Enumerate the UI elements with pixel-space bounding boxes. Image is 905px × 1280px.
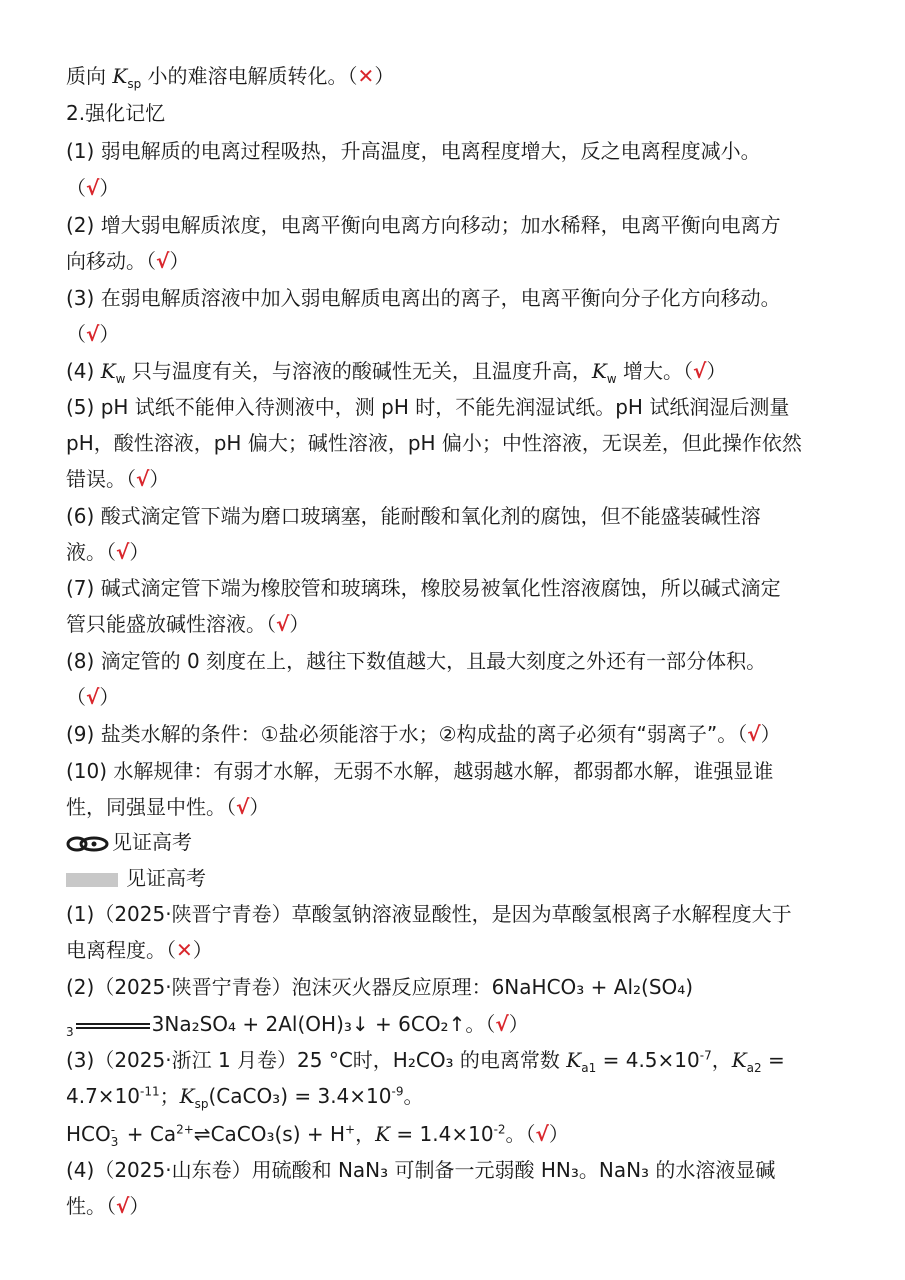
exam-q4-mark: 性。（√） (66, 1194, 150, 1218)
item-5-cont: pH，酸性溶液，pH 偏大；碱性溶液，pH 偏小；中性溶液，无误差，但此操作依然 (66, 431, 802, 455)
exam-q1: (1)（2025·陕晋宁青卷）草酸氢钠溶液显酸性，是因为草酸氢根离子水解程度大于 (66, 902, 792, 926)
equals-arrow (76, 1023, 150, 1029)
item-5-mark: 错误。（√） (66, 467, 170, 491)
exam-q3-equation: HCO - 3 + $Ca^{2+}\rightleftharpoons CaCO_3(s) + H^+$，$K = 1.4\times 10^{-2}$。（√） (66, 1122, 569, 1149)
cross-mark: ✕ (357, 64, 375, 88)
check-mark: √ (495, 1012, 509, 1036)
grey-bar-icon (66, 873, 118, 887)
item-9: (9) 盐类水解的条件：①盐必须能溶于水；②构成盐的离子必须有“弱离子”。（√） (66, 722, 781, 746)
section-title-2: 见证高考 (66, 864, 206, 892)
item-6: (6) 酸式滴定管下端为磨口玻璃塞，能耐酸和氧化剂的腐蚀，但不能盛装碱性溶 (66, 504, 761, 528)
check-mark: √ (276, 612, 290, 636)
item-8-mark: （√） (66, 685, 120, 709)
exam-q3: (3)（2025·浙江 1 月卷）25 °C时，H₂CO₃ 的电离常数 $K_{a1} = 4.5\times 10^{-7}$，$K_{a2}$ = (66, 1048, 785, 1075)
exam-q2: (2)（2025·陕晋宁青卷）泡沫灭火器反应原理：6NaHCO₃ + Al₂(SO₄) (66, 975, 694, 999)
item-10: (10) 水解规律：有弱才水解，无弱不水解，越弱越水解，都弱都水解，谁强显谁 (66, 759, 774, 783)
exam-q3-cont: $4.7\times 10^{-11}$；$K_{sp}(CaCO_3) = 3.4\times 10^{-9}$。 (66, 1084, 424, 1111)
section-title-1: 见证高考 (66, 828, 192, 856)
check-mark: √ (86, 322, 100, 346)
check-mark: √ (692, 359, 707, 383)
item-5: (5) pH 试纸不能伸入待测液中，测 pH 时，不能先润湿试纸。pH 试纸润湿后测量 (66, 395, 790, 419)
line-1: 质向 $K_{sp}$ 小的难溶电解质转化。（✕） (66, 64, 395, 91)
item-1-mark: （√） (66, 176, 120, 200)
check-mark: √ (86, 176, 100, 200)
item-2: (2) 增大弱电解质浓度，电离平衡向电离方向移动；加水稀释，电离平衡向电离方 (66, 213, 781, 237)
exam-q1-mark: 电离程度。（✕） (66, 938, 213, 962)
item-1: (1) 弱电解质的电离过程吸热，升高温度，电离程度增大，反之电离程度减小。 (66, 139, 761, 163)
item-4: (4) $K_w$ 只与温度有关，与溶液的酸碱性无关，且温度升高，$K_w$ 增大。（√） (66, 359, 727, 386)
eye-glasses-icon (66, 836, 110, 852)
check-mark: √ (535, 1122, 549, 1146)
exam-q2-equation: $_3$ 3Na₂SO₄ + 2Al(OH)₃↓ + 6CO₂↑。（√） (66, 1012, 529, 1039)
check-mark: √ (116, 540, 130, 564)
check-mark: √ (86, 685, 100, 709)
check-mark: √ (116, 1194, 130, 1218)
check-mark: √ (156, 249, 170, 273)
item-7: (7) 碱式滴定管下端为橡胶管和玻璃珠，橡胶易被氧化性溶液腐蚀，所以碱式滴定 (66, 576, 781, 600)
item-2-cont: 向移动。（√） (66, 249, 190, 273)
item-3-mark: （√） (66, 322, 120, 346)
check-mark: √ (747, 722, 761, 746)
cross-mark: ✕ (176, 938, 193, 962)
item-10-mark: 性，同强显中性。（√） (66, 795, 270, 819)
item-8: (8) 滴定管的 0 刻度在上，越往下数值越大，且最大刻度之外还有一部分体积。 (66, 649, 767, 673)
check-mark: √ (236, 795, 250, 819)
equilibrium-arrow: ⇌ (193, 1122, 211, 1146)
item-7-mark: 管只能盛放碱性溶液。（√） (66, 612, 310, 636)
check-mark: √ (136, 467, 150, 491)
item-6-mark: 液。（√） (66, 540, 150, 564)
exam-q4: (4)（2025·山东卷）用硫酸和 NaN₃ 可制备一元弱酸 HN₃。NaN₃ 的水溶液显碱 (66, 1158, 776, 1182)
item-3: (3) 在弱电解质溶液中加入弱电解质电离出的离子，电离平衡向分子化方向移动。 (66, 286, 781, 310)
heading-qianghua: 2.强化记忆 (66, 101, 166, 125)
